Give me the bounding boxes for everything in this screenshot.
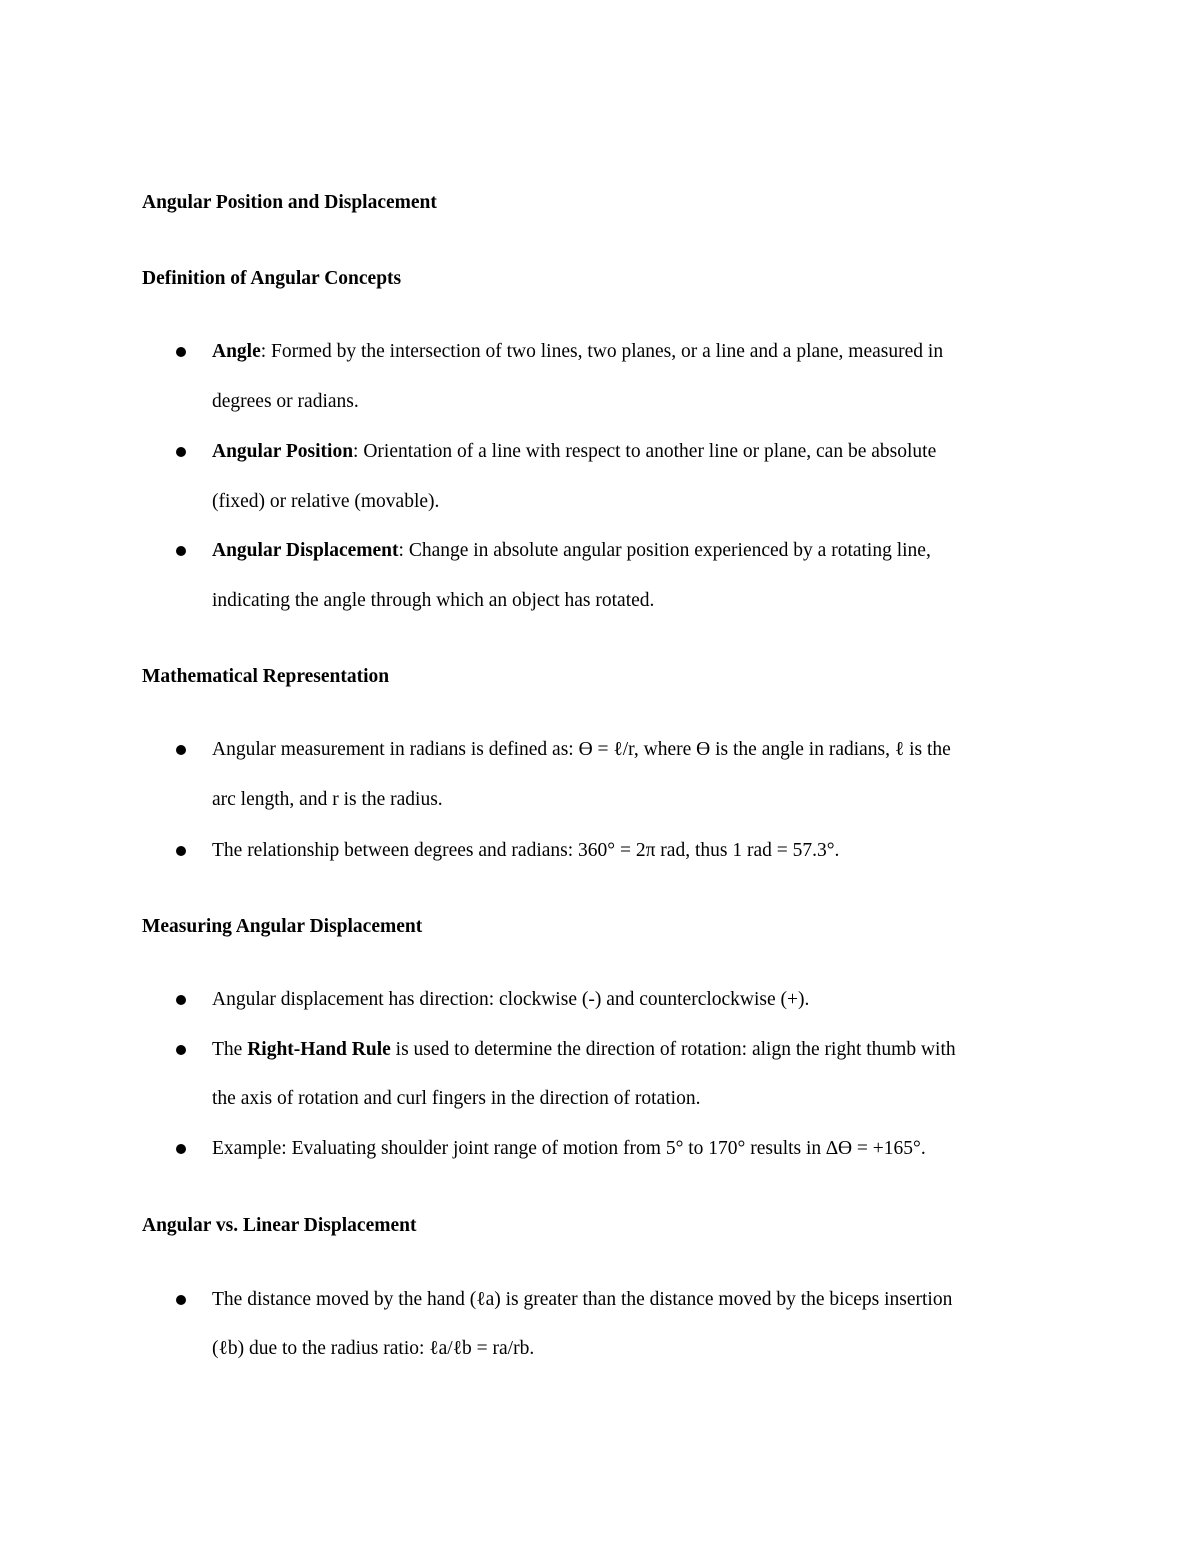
section-heading-definitions: Definition of Angular Concepts [142,268,402,289]
list-item-line: Angular measurement in radians is defined as: ϴ = ℓ/r, where ϴ is the angle in radians, ℓ is the [212,739,951,760]
term-label: Angle [212,341,261,362]
list-item-continuation: indicating the angle through which an object has rotated. [212,590,655,611]
section-heading-math: Mathematical Representation [142,666,390,687]
list-item-continuation: (fixed) or relative (movable). [212,491,440,512]
list-item-continuation: (ℓb) due to the radius ratio: ℓa/ℓb = ra/rb. [212,1338,535,1359]
bullet-icon [176,1045,186,1055]
bullet-icon [176,995,186,1005]
list-item-continuation: the axis of rotation and curl fingers in the direction of rotation. [212,1088,701,1109]
bullet-icon [176,546,186,556]
bullet-icon [176,1295,186,1305]
list-item-line [212,340,943,364]
document-title: Angular Position and Displacement [142,192,437,213]
list-item-text: is used to determine the direction of rotation: align the right thumb with [390,1039,956,1060]
list-item-line [212,1038,956,1062]
bullet-icon [176,447,186,457]
list-item-line: Angular displacement has direction: clockwise (-) and counterclockwise (+). [212,989,810,1010]
list-item-line: The relationship between degrees and radians: 360° = 2π rad, thus 1 rad = 57.3°. [212,840,840,861]
section-heading-measuring: Measuring Angular Displacement [142,916,423,937]
list-item-continuation: arc length, and r is the radius. [212,789,443,810]
term-label: Angular Position [212,441,354,462]
bullet-icon [176,1144,186,1154]
list-item-line [212,440,936,464]
section-heading-angular-vs-linear: Angular vs. Linear Displacement [142,1215,417,1236]
bullet-icon [176,846,186,856]
term-label: Angular Displacement [212,540,399,561]
list-item-text: : Formed by the intersection of two lines, two planes, or a line and a plane, measured in [260,341,944,362]
list-item-line: The distance moved by the hand (ℓa) is greater than the distance moved by the biceps insertion [212,1289,953,1310]
term-label: Right-Hand Rule [247,1039,391,1060]
list-item-text: : Orientation of a line with respect to another line or plane, can be absolute [353,441,937,462]
bullet-icon [176,347,186,357]
list-item-prefix: The [212,1039,248,1060]
bullet-icon [176,745,186,755]
list-item-continuation: degrees or radians. [212,391,359,412]
list-item-line: Example: Evaluating shoulder joint range of motion from 5° to 170° results in ∆ϴ = +165°. [212,1138,926,1159]
list-item-line [212,539,931,563]
list-item-text: : Change in absolute angular position experienced by a rotating line, [398,540,931,561]
